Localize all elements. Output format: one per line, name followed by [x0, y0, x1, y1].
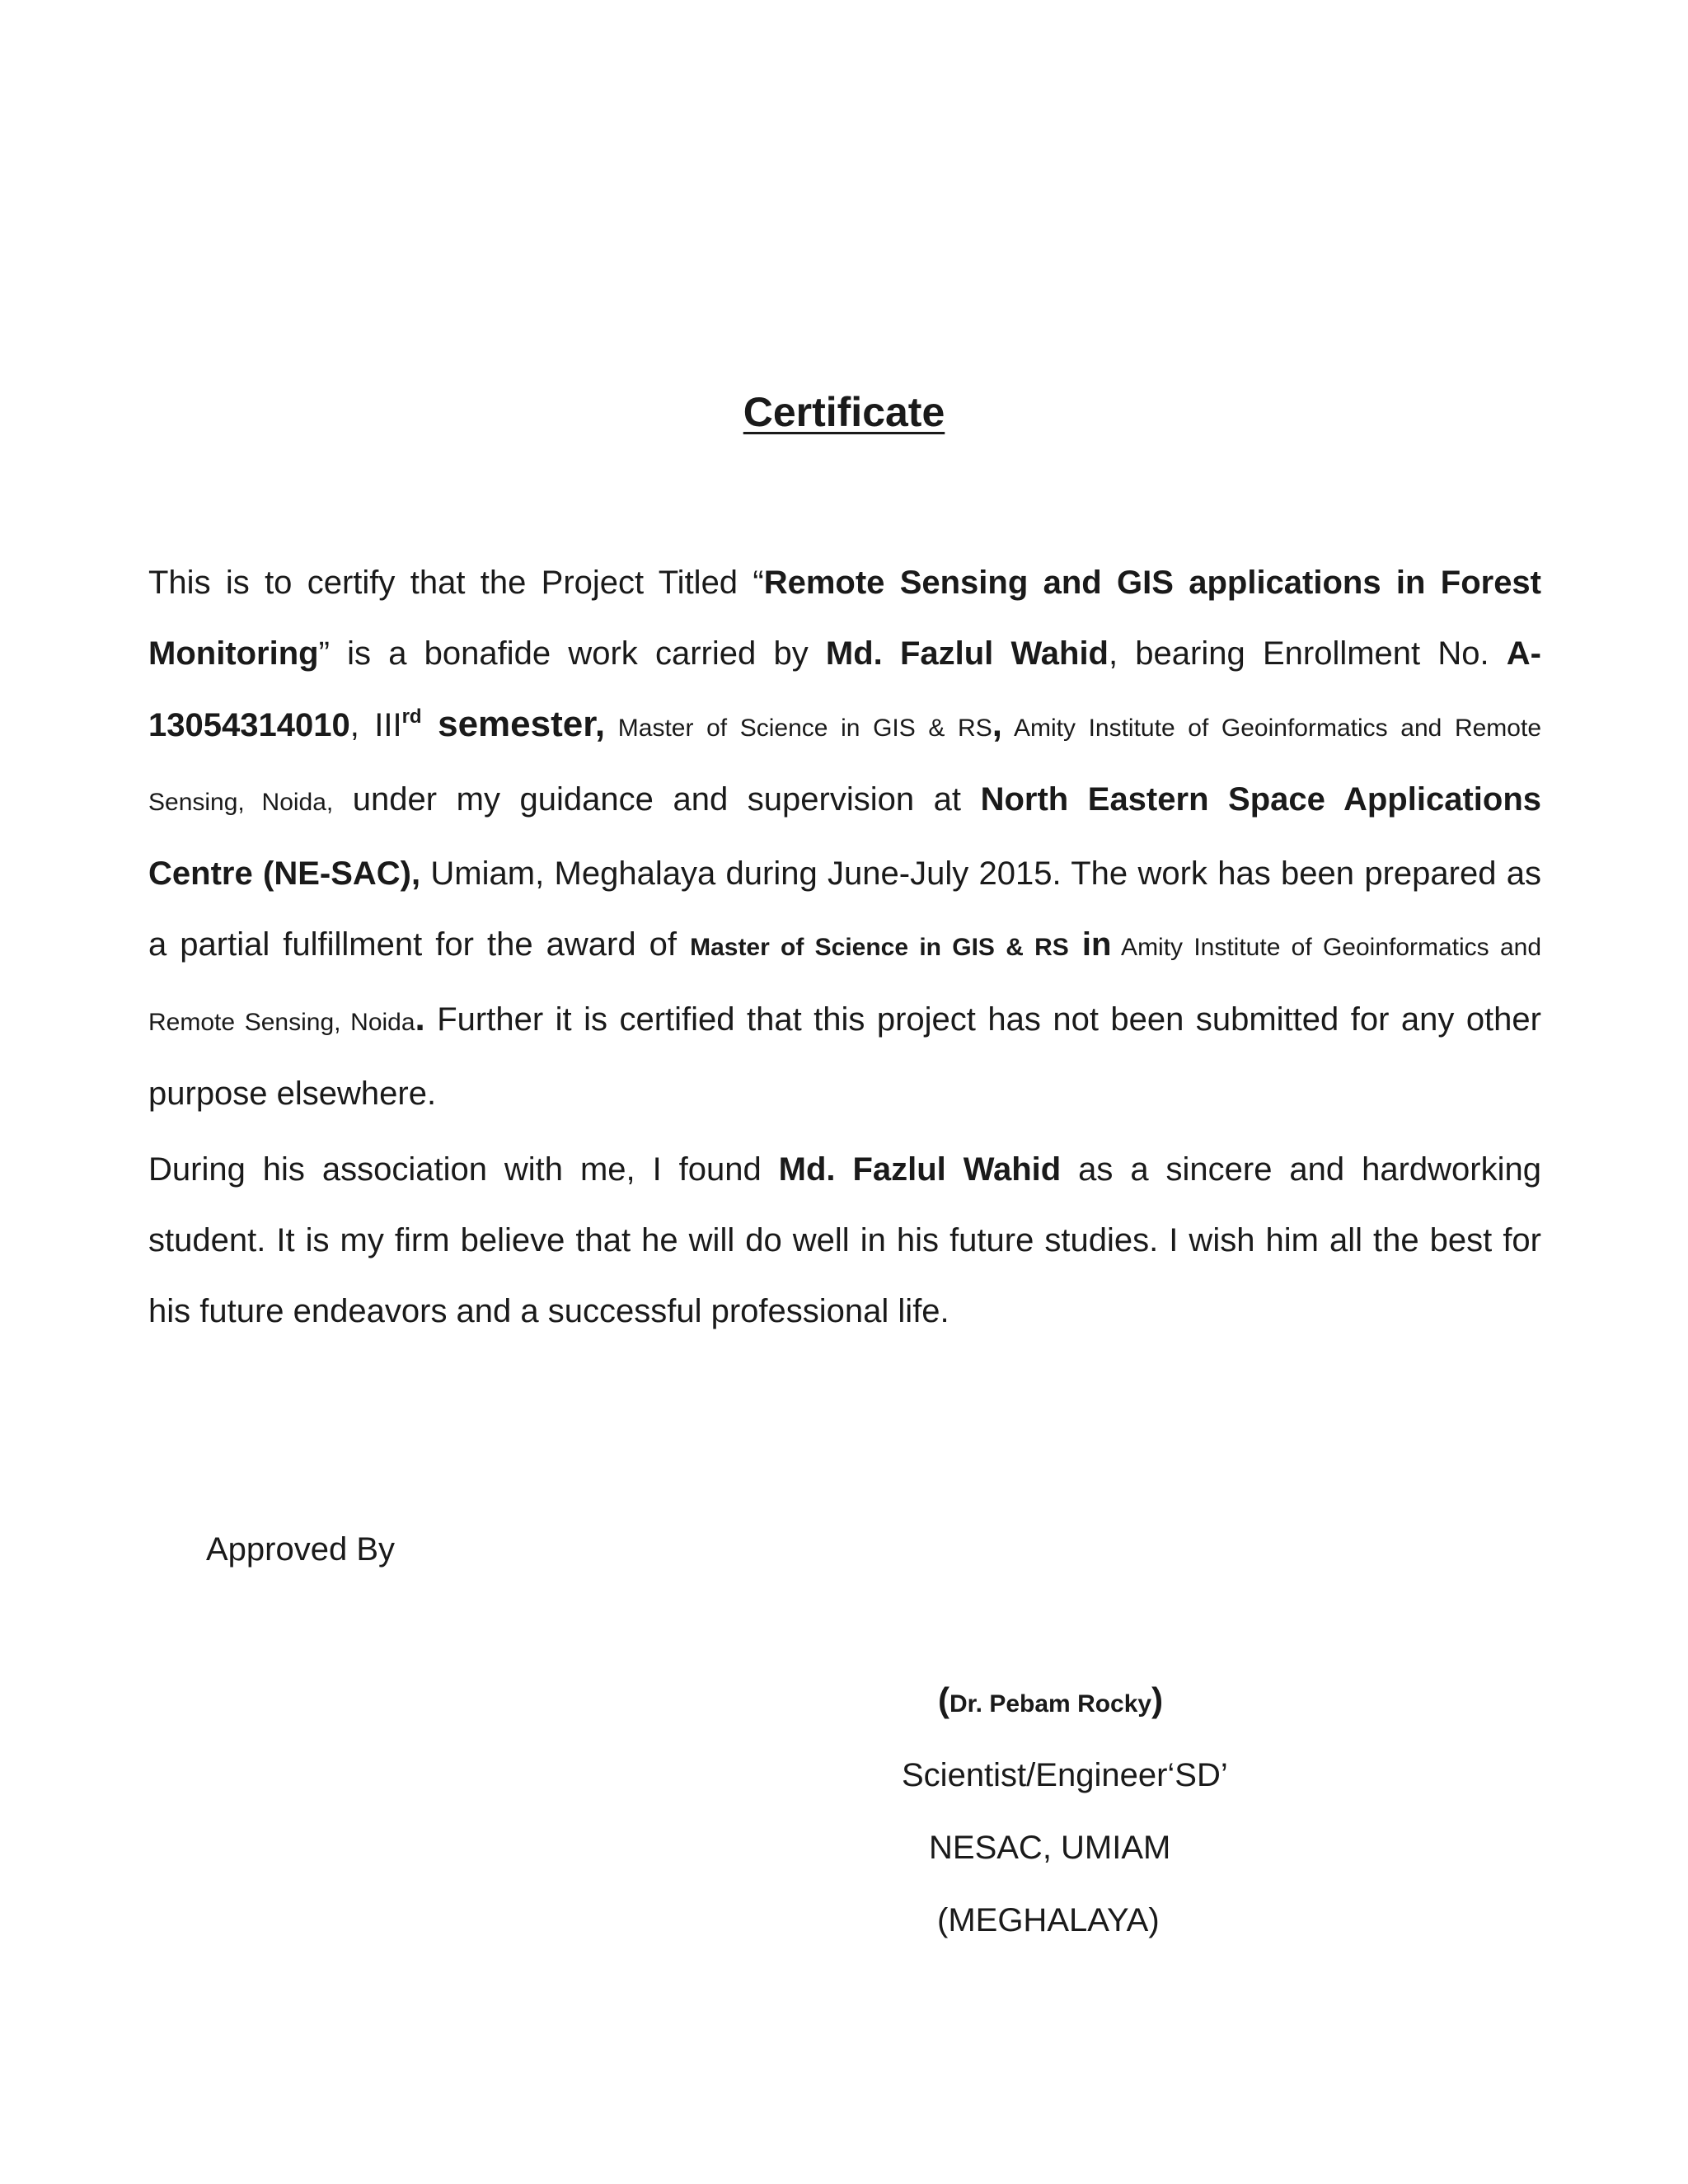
enrollment-number: A-13054314010 — [148, 635, 1541, 743]
student-name-2: Md. Fazlul Wahid — [778, 1151, 1062, 1188]
close-paren: ) — [1151, 1680, 1164, 1719]
p1-text-6: Further it is certified that this project has not been submitted for any other purpose elsewhere. — [148, 1001, 1541, 1112]
institute-name: Amity Institute of Geoinformatics and Remote Sensing, Noida, — [148, 715, 1541, 816]
p1-text-2: ” is a bonafide work carried by — [318, 635, 826, 672]
student-name: Md. Fazlul Wahid — [825, 635, 1109, 672]
p1-text-5: Umiam, Meghalaya during June-July 2015. The work has been prepared as a partial fulfillment for the award of — [148, 855, 1541, 963]
p1-text-4: under my guidance and supervision at — [333, 781, 981, 818]
approved-by-label: Approved By — [206, 1531, 396, 1568]
signatory-designation: Scientist/Engineer‘SD’ — [902, 1757, 1228, 1793]
award-degree: Master of Science in GIS & RS — [690, 934, 1069, 961]
centre-name: North Eastern Space Applications Centre (NE-SAC), — [148, 781, 1541, 892]
project-title: Remote Sensing and GIS applications in Forest Monitoring — [148, 565, 1542, 672]
signatory-state: (MEGHALAYA) — [937, 1902, 1160, 1938]
p1-period: . — [415, 998, 425, 1038]
degree-comma: , — [992, 704, 1002, 744]
p1-text-1: This is to certify that the Project Titled “ — [148, 565, 764, 601]
p1-text-3: , bearing Enrollment No. — [1109, 635, 1507, 672]
signatory-organization: NESAC, UMIAM — [929, 1830, 1171, 1866]
p1-text-in: in — [1068, 926, 1112, 963]
p2-text-2: as a sincere and hardworking student. It is my firm believe that he will do well in his future studies. I wish him all the best for his future endeavors and a successful professional life. — [148, 1151, 1541, 1329]
page-title: Certificate — [743, 389, 945, 435]
semester-superscript: rd — [401, 705, 422, 728]
certificate-paragraph-1 — [148, 547, 1541, 1129]
open-paren: ( — [938, 1680, 950, 1719]
award-institute: Amity Institute of Geoinformatics and Remote Sensing, Noida — [148, 934, 1542, 1036]
semester-number: , III — [349, 707, 402, 743]
p2-text-1: During his association with me, I found — [148, 1151, 779, 1188]
signatory-name-text: Dr. Pebam Rocky — [950, 1690, 1152, 1718]
signatory-name — [938, 1678, 1163, 1723]
semester-label: semester, — [421, 704, 606, 744]
degree-name: Master of Science in GIS & RS — [605, 715, 992, 742]
certificate-paragraph-2 — [148, 1134, 1541, 1347]
